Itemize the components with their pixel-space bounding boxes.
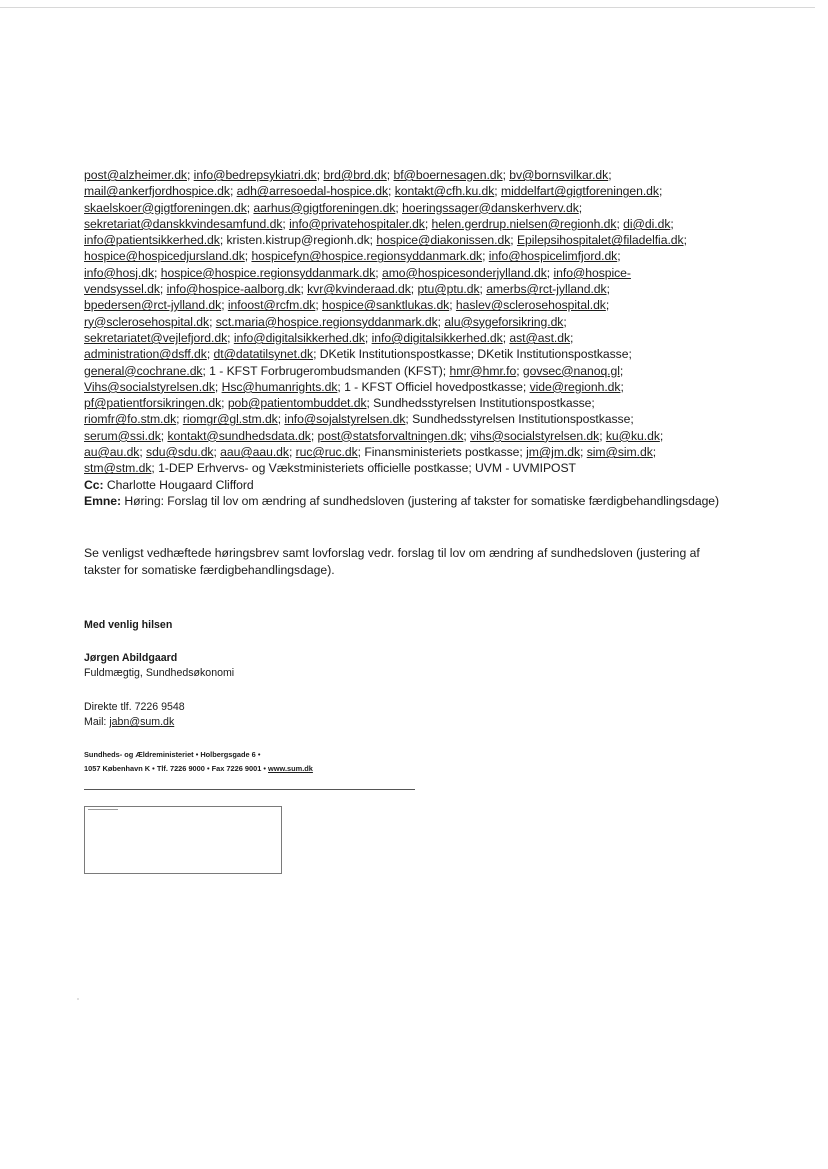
- recipient-email-link[interactable]: ku@ku.dk: [605, 428, 660, 443]
- recipient-separator: ; Sundhedsstyrelsen Institutionspostkasse;: [366, 396, 595, 411]
- recipient-line: [84, 167, 774, 183]
- recipient-separator: ;: [375, 265, 382, 280]
- recipient-email-link[interactable]: sekretariat@danskkvindesamfund.dk: [84, 216, 283, 231]
- recipient-line: [84, 346, 774, 362]
- recipient-separator: ; DKetik Institutionspostkasse; DKetik Institutionspostkasse;: [313, 347, 632, 362]
- subject-line: [84, 493, 774, 509]
- recipient-email-link[interactable]: kontakt@cfh.ku.dk: [394, 184, 495, 199]
- recipient-separator: ;: [277, 412, 285, 427]
- recipient-separator: ;: [516, 363, 523, 378]
- recipient-email-link[interactable]: sdu@sdu.dk: [146, 445, 214, 460]
- recipient-separator: ;: [578, 200, 583, 215]
- recipient-lines: [84, 167, 774, 477]
- recipient-separator: ;: [502, 168, 510, 182]
- recipient-email-link[interactable]: govsec@nanoq.gl: [522, 363, 620, 378]
- recipient-separator: ;: [580, 445, 587, 460]
- recipient-email-link[interactable]: aau@aau.dk: [220, 445, 289, 460]
- recipient-email-link[interactable]: vendsyssel.dk: [84, 282, 160, 297]
- recipient-separator: ;: [160, 428, 168, 443]
- recipient-email-link[interactable]: vide@regionh.dk: [529, 379, 621, 394]
- recipient-separator: ;: [244, 249, 252, 264]
- recipient-email-link[interactable]: info@hospicelimfjord.dk: [488, 249, 618, 264]
- recipient-email-link[interactable]: hospicefyn@hospice.regionsyddanmark.dk: [251, 249, 483, 264]
- recipient-separator: ;: [463, 428, 471, 443]
- recipient-email-link[interactable]: ast@ast.dk: [509, 330, 571, 345]
- recipient-line: [84, 200, 774, 216]
- recipient-email-link[interactable]: jm@jm.dk: [526, 445, 581, 460]
- recipient-separator: ;: [670, 216, 674, 231]
- recipient-separator: ;: [683, 233, 687, 248]
- recipient-separator: ; 1 - KFST Forbrugerombudsmanden (KFST);: [202, 363, 450, 378]
- recipient-separator: ;: [229, 184, 237, 199]
- subject-value: Høring: Forslag til lov om ændring af sundhedsloven (justering af takster for somatiske færdigbehandlingsdage): [124, 493, 720, 508]
- address-line-2-text: 1057 København K • Tlf. 7226 9000 • Fax 7226 9001 •: [84, 764, 269, 773]
- subject-label: Emne:: [84, 493, 121, 508]
- recipient-email-link[interactable]: brd@brd.dk: [323, 168, 387, 182]
- recipient-line: [84, 216, 774, 232]
- recipient-email-link[interactable]: hospice@sanktlukas.dk: [322, 298, 450, 313]
- recipient-separator: ;: [246, 200, 254, 215]
- signature-name: Jørgen Abildgaard: [84, 652, 178, 664]
- recipient-email-link[interactable]: ptu@ptu.dk: [417, 282, 480, 297]
- recipient-separator: ;: [619, 363, 624, 378]
- signature-contact-block: [84, 700, 185, 730]
- recipient-email-link[interactable]: info@sojalstyrelsen.dk: [284, 412, 406, 427]
- recipient-separator: ;: [494, 184, 501, 199]
- recipient-email-link[interactable]: post@alzheimer.dk: [84, 168, 187, 182]
- recipient-line: [84, 232, 774, 248]
- recipient-email-link[interactable]: kvr@kvinderaad.dk: [307, 282, 411, 297]
- recipient-email-link[interactable]: kontakt@sundhedsdata.dk: [167, 428, 311, 443]
- recipient-line: [84, 444, 774, 460]
- address-line-1: Sundheds- og Ældreministeriet • Holbergsgade 6 •: [84, 750, 261, 759]
- recipient-email-link[interactable]: info@digitalsikkerhed.dk: [371, 330, 503, 345]
- recipient-separator: ;: [159, 282, 167, 297]
- recipient-line: [84, 265, 774, 281]
- signature-name-block: [84, 651, 234, 681]
- signature-mail-link[interactable]: jabn@sum.dk: [109, 716, 175, 728]
- recipient-email-link[interactable]: hospice@hospicedjursland.dk: [84, 249, 245, 264]
- recipient-email-link[interactable]: bv@bornsvilkar.dk: [509, 168, 609, 182]
- recipient-email-link[interactable]: adh@arresoedal-hospice.dk: [236, 184, 388, 199]
- recipient-separator: ;: [154, 265, 161, 280]
- recipient-line: [84, 297, 774, 313]
- recipient-separator: ;: [546, 265, 554, 280]
- recipient-email-link[interactable]: general@cochrane.dk: [84, 363, 203, 378]
- recipient-line: [84, 395, 774, 411]
- recipient-separator: ; Finansministeriets postkasse;: [357, 445, 527, 460]
- recipient-email-link[interactable]: helen.gerdrup.nielsen@regionh.dk: [431, 216, 617, 231]
- recipient-email-link[interactable]: administration@dsff.dk: [84, 347, 207, 362]
- recipient-separator: ;: [658, 184, 663, 199]
- recipient-email-link[interactable]: sekretariatet@vejlefjord.dk: [84, 330, 228, 345]
- recipient-separator: ;: [316, 168, 324, 182]
- recipient-separator: ;: [502, 330, 510, 345]
- recipient-separator: ;: [386, 168, 394, 182]
- recipient-separator: ;: [563, 314, 567, 329]
- address-line-2: [84, 762, 313, 776]
- recipient-separator: ; kristen.kistrup@regionh.dk;: [219, 233, 377, 248]
- recipient-separator: ;: [599, 428, 606, 443]
- recipient-email-link[interactable]: bpedersen@rct-jylland.dk: [84, 298, 222, 313]
- recipient-line: [84, 428, 774, 444]
- recipient-line: [84, 460, 774, 476]
- recipient-email-link[interactable]: middelfart@gigtforeningen.dk: [500, 184, 659, 199]
- recipient-email-link[interactable]: di@di.dk: [623, 216, 671, 231]
- recipient-email-link[interactable]: alu@sygeforsikring.dk: [444, 314, 564, 329]
- recipient-separator: ;: [437, 314, 445, 329]
- greeting: Med venlig hilsen: [84, 619, 173, 631]
- recipient-line: [84, 363, 774, 379]
- recipient-email-link[interactable]: amo@hospicesonderjylland.dk: [381, 265, 547, 280]
- recipient-email-link[interactable]: hmr@hmr.fo: [449, 363, 517, 378]
- recipient-separator: ;: [479, 282, 487, 297]
- recipient-email-link[interactable]: riomgr@gl.stm.dk: [182, 412, 278, 427]
- recipient-line: [84, 330, 774, 346]
- recipient-separator: ;: [310, 428, 318, 443]
- recipient-separator: ;: [221, 298, 228, 313]
- recipient-email-link[interactable]: info@hospice-: [553, 265, 631, 280]
- cc-value: Charlotte Hougaard Clifford: [106, 477, 254, 492]
- recipient-separator: ; Sundhedsstyrelsen Institutionspostkasse;: [405, 412, 634, 427]
- recipient-separator: ;: [617, 249, 621, 264]
- signature-phone: Direkte tlf. 7226 9548: [84, 701, 185, 713]
- recipient-separator: ;: [652, 445, 657, 460]
- recipient-separator: ;: [510, 233, 517, 248]
- recipient-separator: ;: [449, 298, 456, 313]
- recipient-email-link[interactable]: riomfr@fo.stm.dk: [84, 412, 177, 427]
- recipient-email-link[interactable]: aarhus@gigtforeningen.dk: [253, 200, 396, 215]
- recipient-line: [84, 314, 774, 330]
- recipient-line: [84, 248, 774, 264]
- recipient-email-link[interactable]: bf@boernesagen.dk: [393, 168, 503, 182]
- address-block: [84, 748, 313, 776]
- footer-box: [84, 806, 282, 874]
- recipient-email-link[interactable]: info@hosj.dk: [84, 265, 155, 280]
- recipient-email-link[interactable]: info@privatehospitaler.dk: [289, 216, 425, 231]
- recipient-separator: ;: [300, 282, 308, 297]
- recipient-separator: ;: [209, 314, 216, 329]
- recipient-separator: ;: [388, 184, 395, 199]
- cc-line: [84, 477, 774, 493]
- recipient-separator: ; 1 - KFST Officiel hovedpostkasse;: [337, 379, 530, 394]
- recipient-email-link[interactable]: hospice@diakonissen.dk: [376, 233, 511, 248]
- recipient-email-link[interactable]: info@bedrepsykiatri.dk: [193, 168, 317, 182]
- recipient-separator: ;: [176, 412, 183, 427]
- recipient-email-link[interactable]: pob@patientombuddet.dk: [227, 396, 367, 411]
- recipient-separator: ;: [186, 168, 194, 182]
- recipient-separator: ;: [213, 445, 221, 460]
- page-top-rule: [0, 7, 815, 8]
- recipient-email-link[interactable]: ry@sclerosehospital.dk: [84, 314, 210, 329]
- recipient-separator: ; 1-DEP Erhvervs- og Vækstministeriets officielle postkasse; UVM - UVMIPOST: [151, 461, 576, 476]
- recipient-email-link[interactable]: sct.maria@hospice.regionsyddanmark.dk: [215, 314, 438, 329]
- signature-mail-label: Mail:: [84, 716, 110, 728]
- recipient-email-link[interactable]: amerbs@rct-jylland.dk: [486, 282, 607, 297]
- recipient-email-link[interactable]: vihs@socialstyrelsen.dk: [470, 428, 600, 443]
- scan-speck: [77, 998, 79, 1000]
- recipient-email-link[interactable]: info@digitalsikkerhed.dk: [233, 330, 365, 345]
- recipient-email-link[interactable]: sim@sim.dk: [586, 445, 653, 460]
- recipient-separator: ;: [570, 330, 574, 345]
- recipient-line: [84, 183, 774, 199]
- recipient-separator: ;: [410, 282, 418, 297]
- recipient-line: [84, 281, 774, 297]
- recipient-separator: ;: [395, 200, 403, 215]
- recipient-separator: ;: [364, 330, 372, 345]
- message-body: Se venligst vedhæftede høringsbrev samt lovforslag vedr. forslag til lov om ændring af sundhedsloven (justering af takster for somatiske færdigbehandlingsdage).: [84, 546, 700, 577]
- recipient-email-link[interactable]: post@statsforvaltningen.dk: [317, 428, 464, 443]
- recipient-line: [84, 379, 774, 395]
- recipient-email-link[interactable]: hospice@hospice.regionsyddanmark.dk: [160, 265, 376, 280]
- recipient-separator: ;: [482, 249, 489, 264]
- recipient-separator: ;: [206, 347, 214, 362]
- cc-label: Cc:: [84, 477, 104, 492]
- recipient-email-link[interactable]: infoost@rcfm.dk: [227, 298, 316, 313]
- recipient-separator: ;: [620, 379, 624, 394]
- recipient-email-link[interactable]: dt@datatilsynet.dk: [213, 347, 314, 362]
- recipient-separator: ;: [606, 282, 610, 297]
- recipient-email-link[interactable]: ruc@ruc.dk: [295, 445, 358, 460]
- recipient-email-link[interactable]: Vihs@socialstyrelsen.dk: [84, 379, 215, 394]
- recipient-separator: ;: [616, 216, 624, 231]
- recipient-separator: ;: [659, 428, 664, 443]
- recipient-line: [84, 411, 774, 427]
- recipient-separator: ;: [214, 379, 222, 394]
- signature-mail-line: [84, 715, 185, 730]
- recipient-separator: ;: [608, 168, 612, 182]
- recipient-separator: ;: [282, 216, 290, 231]
- recipient-email-link[interactable]: mail@ankerfjordhospice.dk: [84, 184, 230, 199]
- recipient-separator: ;: [424, 216, 432, 231]
- recipient-separator: ;: [315, 298, 323, 313]
- recipient-separator: ;: [288, 445, 296, 460]
- website-link[interactable]: www.sum.dk: [268, 764, 313, 773]
- recipient-email-link[interactable]: haslev@sclerosehospital.dk: [455, 298, 606, 313]
- recipient-separator: ;: [227, 330, 234, 345]
- recipient-separator: ;: [605, 298, 610, 313]
- recipient-email-link[interactable]: Epilepsihospitalet@filadelfia.dk: [516, 233, 684, 248]
- recipient-email-link[interactable]: pf@patientforsikringen.dk: [84, 396, 222, 411]
- footer-divider: [84, 789, 415, 790]
- recipient-email-link[interactable]: info@hospice-aalborg.dk: [166, 282, 301, 297]
- recipients-block: [84, 167, 774, 509]
- recipient-email-link[interactable]: au@au.dk: [84, 445, 140, 460]
- recipient-separator: ;: [139, 445, 147, 460]
- recipient-email-link[interactable]: Hsc@humanrights.dk: [221, 379, 338, 394]
- recipient-separator: ;: [221, 396, 228, 411]
- signature-title: Fuldmægtig, Sundhedsøkonomi: [84, 667, 235, 679]
- recipient-email-link[interactable]: info@patientsikkerhed.dk: [84, 233, 220, 248]
- footer-box-mark: [88, 809, 118, 810]
- recipient-email-link[interactable]: hoeringssager@danskerhverv.dk: [402, 200, 579, 215]
- recipient-email-link[interactable]: stm@stm.dk: [84, 461, 152, 476]
- recipient-email-link[interactable]: serum@ssi.dk: [84, 428, 161, 443]
- recipient-email-link[interactable]: skaelskoer@gigtforeningen.dk: [84, 200, 247, 215]
